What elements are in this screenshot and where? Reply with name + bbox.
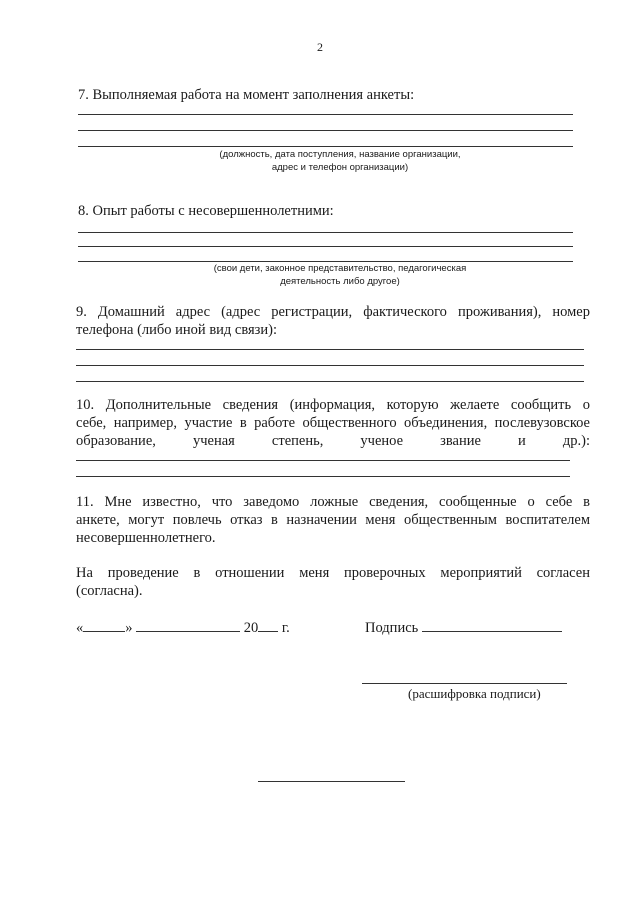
bottom-separator-line [258, 781, 405, 782]
section-9-line-b[interactable] [76, 365, 584, 366]
section-10-line-3: образование, ученая степень, ученое звание и др.): [76, 433, 590, 449]
section-10-line-a[interactable] [76, 460, 570, 461]
section-8-caption [150, 262, 530, 288]
section-8-line-1[interactable] [78, 232, 573, 233]
date-quote-open: « [76, 620, 84, 636]
date-quote-close: » [125, 620, 133, 636]
section-8-heading: 8. Опыт работы с несовершеннолетними: [78, 203, 334, 219]
section-10-line-2: себе, например, участие в работе общественного объединения, послевузовское [76, 415, 590, 431]
section-9-line-2: телефона (либо иной вид связи): [76, 322, 278, 338]
section-9-line-1: 9. Домашний адрес (адрес регистрации, фактического проживания), номер [76, 304, 590, 320]
signature-decoding-line[interactable] [362, 683, 567, 684]
section-11-line-3: несовершеннолетнего. [76, 530, 216, 546]
section-10-line-1: 10. Дополнительные сведения (информация, которую желаете сообщить о [76, 397, 590, 413]
section-11-line-2: анкете, могут повлечь отказ в назначении меня общественным воспитателем [76, 512, 590, 528]
date-year-prefix: 20 [243, 620, 259, 636]
signature-field [365, 617, 562, 637]
consent-text [76, 564, 590, 600]
date-year-suffix: г. [281, 620, 290, 636]
section-11-text [76, 493, 590, 547]
date-field [76, 617, 290, 637]
section-9-line-c[interactable] [76, 381, 584, 382]
section-7-caption [150, 148, 530, 174]
section-11-line-1: 11. Мне известно, что заведомо ложные сведения, сообщенные о себе в [76, 494, 590, 510]
section-8-line-2[interactable] [78, 246, 573, 247]
consent-line-2: (согласна). [76, 583, 143, 599]
consent-line-1: На проведение в отношении меня проверочных мероприятий согласен [76, 565, 590, 581]
section-10-text [76, 396, 590, 450]
section-7-line-1[interactable] [78, 114, 573, 115]
date-month-blank[interactable] [136, 617, 240, 632]
section-7-line-2[interactable] [78, 130, 573, 131]
date-year-blank[interactable] [258, 617, 278, 632]
section-10-line-b[interactable] [76, 476, 570, 477]
section-8-caption-line-1: (свои дети, законное представительство, педагогическая [213, 263, 467, 274]
section-7-heading: 7. Выполняемая работа на момент заполнения анкеты: [78, 87, 415, 103]
section-9-line-a[interactable] [76, 349, 584, 350]
section-9-text [76, 303, 590, 339]
section-7-caption-line-1: (должность, дата поступления, название организации, [219, 149, 461, 160]
section-8-caption-line-2: деятельность либо другое) [280, 276, 400, 287]
date-day-blank[interactable] [83, 617, 125, 632]
section-7-caption-line-2: адрес и телефон организации) [271, 162, 409, 173]
section-7-line-3[interactable] [78, 146, 573, 147]
page-number: 2 [317, 40, 323, 54]
signature-blank[interactable] [422, 617, 562, 632]
signature-label: Подпись [365, 620, 419, 636]
signature-decoding-label: (расшифровка подписи) [408, 686, 541, 701]
